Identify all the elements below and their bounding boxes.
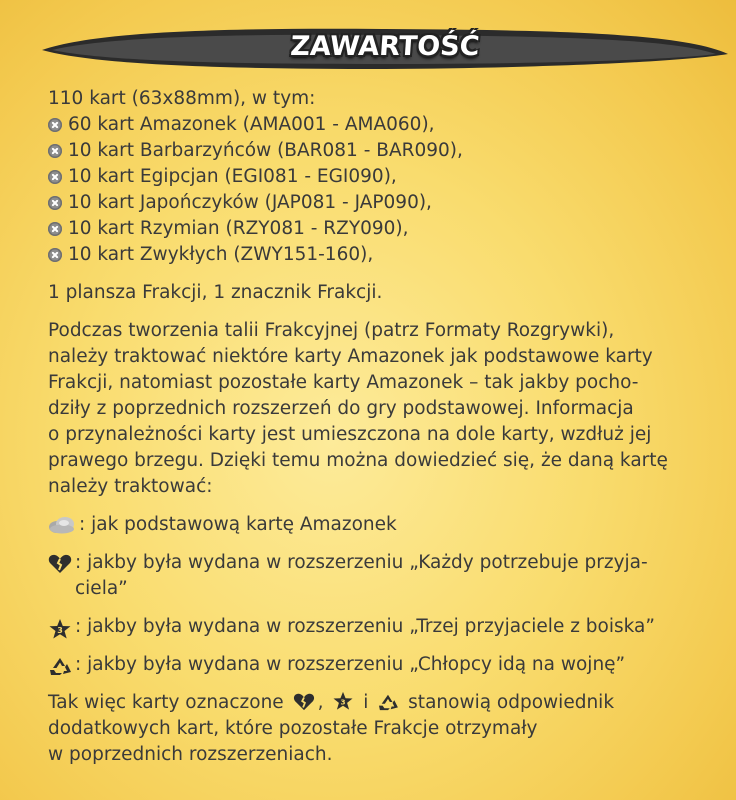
list-item-text: 10 kart Egipcjan (EGI081 - EGI090), bbox=[68, 166, 397, 187]
list-item bbox=[48, 190, 716, 216]
description-paragraph bbox=[48, 318, 716, 500]
legend-text: : jak podstawową kartę Amazonek bbox=[79, 514, 397, 535]
cloud-icon bbox=[48, 516, 76, 534]
bullet-icon bbox=[48, 222, 62, 236]
legend-item-friend bbox=[48, 550, 716, 602]
legend-text: ciela” bbox=[75, 578, 128, 599]
recycle-icon bbox=[377, 693, 399, 711]
legend-text: : jakby była wydana w rozszerzeniu „Chłopcy idą na wojnę” bbox=[75, 654, 626, 675]
list-item bbox=[48, 138, 716, 164]
closing-line: dodatkowych kart, które pozostałe Frakcje otrzymały bbox=[48, 718, 538, 739]
bullet-icon bbox=[48, 118, 62, 132]
paragraph-line: należy traktować niektóre karty Amazonek jak podstawowe karty bbox=[48, 346, 653, 367]
paragraph-line: Podczas tworzenia talii Frakcyjnej (patrz Formaty Rozgrywki), bbox=[48, 320, 615, 341]
recycle-icon bbox=[48, 656, 72, 676]
svg-text:3: 3 bbox=[340, 697, 346, 707]
closing-separator: , bbox=[317, 692, 324, 713]
contents-extra: 1 plansza Frakcji, 1 znacznik Frakcji. bbox=[48, 282, 383, 303]
svg-text:3: 3 bbox=[57, 626, 63, 635]
legend-item-war bbox=[48, 652, 716, 678]
list-item bbox=[48, 164, 716, 190]
contents-intro: 110 kart (63x88mm), w tym: bbox=[48, 88, 316, 109]
list-item-text: 10 kart Japończyków (JAP081 - JAP090), bbox=[68, 192, 432, 213]
broken-heart-icon bbox=[293, 693, 315, 711]
legend-item-star bbox=[48, 614, 716, 640]
legend-text: : jakby była wydana w rozszerzeniu „Każdy potrzebuje przyja- bbox=[75, 552, 648, 573]
broken-heart-icon bbox=[48, 554, 72, 574]
bullet-icon bbox=[48, 196, 62, 210]
paragraph-line: dziły z poprzednich rozszerzeń do gry podstawowej. Informacja bbox=[48, 398, 634, 419]
paragraph-line: Frakcji, natomiast pozostałe karty Amazonek – tak jakby pocho- bbox=[48, 372, 639, 393]
section-banner bbox=[40, 24, 730, 72]
list-item bbox=[48, 216, 716, 242]
legend-text: : jakby była wydana w rozszerzeniu „Trzej przyjaciele z boiska” bbox=[75, 616, 655, 637]
paragraph-line: prawego brzegu. Dzięki temu można dowiedzieć się, że daną kartę bbox=[48, 450, 668, 471]
list-item bbox=[48, 112, 716, 138]
closing-line bbox=[48, 690, 716, 716]
list-item-text: 10 kart Zwykłych (ZWY151-160), bbox=[68, 244, 374, 265]
legend-item-base bbox=[48, 512, 716, 538]
page-title: ZAWARTOŚĆ bbox=[289, 31, 481, 62]
closing-conjunction: i bbox=[363, 692, 369, 713]
paragraph-line: o przynależności karty jest umieszczona na dole karty, wzdłuż jej bbox=[48, 424, 652, 445]
closing-text: stanowią odpowiednik bbox=[408, 692, 615, 713]
star-icon bbox=[332, 691, 354, 711]
bullet-icon bbox=[48, 170, 62, 184]
list-item-text: 60 kart Amazonek (AMA001 - AMA060), bbox=[68, 114, 435, 135]
list-item-text: 10 kart Barbarzyńców (BAR081 - BAR090), bbox=[68, 140, 463, 161]
closing-line: w poprzednich rozszerzeniach. bbox=[48, 744, 333, 765]
closing-text: Tak więc karty oznaczone bbox=[48, 692, 284, 713]
star-icon bbox=[48, 618, 72, 640]
paragraph-line: należy traktować: bbox=[48, 476, 213, 497]
closing-paragraph bbox=[48, 690, 716, 768]
list-item-text: 10 kart Rzymian (RZY081 - RZY090), bbox=[68, 218, 409, 239]
bullet-icon bbox=[48, 248, 62, 262]
bullet-icon bbox=[48, 144, 62, 158]
list-item bbox=[48, 242, 716, 268]
content-area bbox=[48, 86, 716, 768]
